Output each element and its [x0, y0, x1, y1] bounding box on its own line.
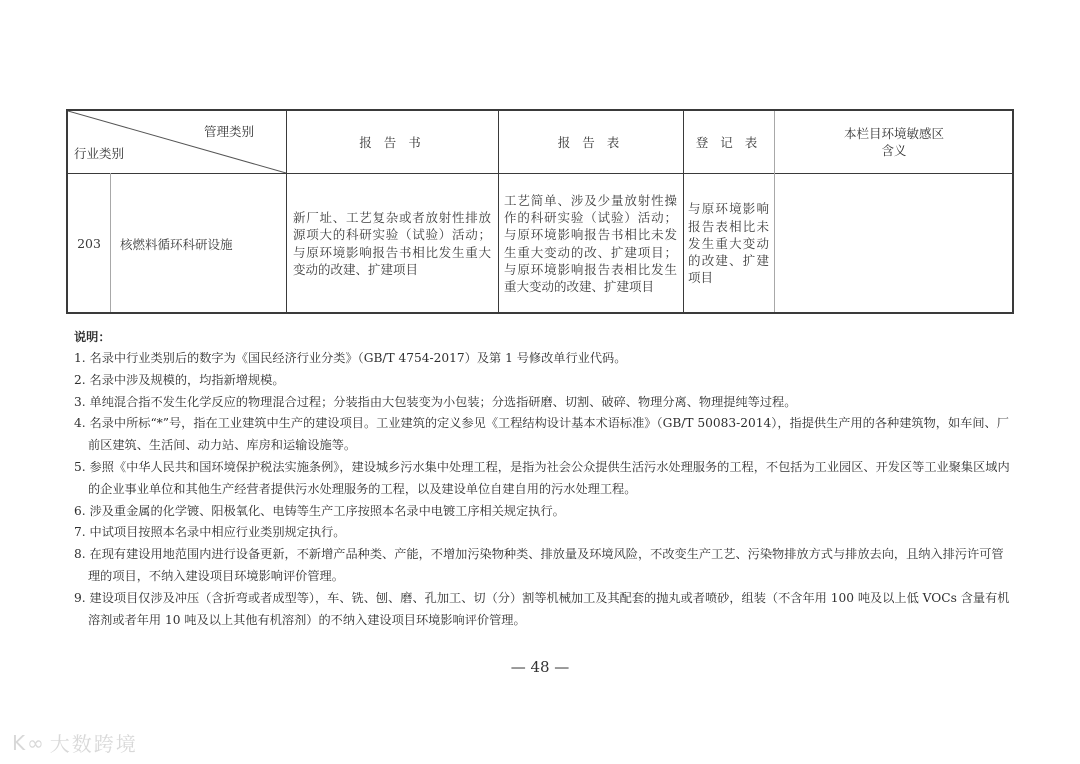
- header-report-book: 报 告 书: [359, 135, 425, 150]
- notes-section: [74, 326, 1014, 631]
- row-report-form: 工艺简单、涉及少量放射性操作的科研实验（试验）活动；与原环境影响报告书相比未发生重大变动的改、扩建项目；与原环境影响报告表相比发生重大变动的改建、扩建项目: [504, 192, 677, 294]
- note-item-9: 9. 建设项目仅涉及冲压（含折弯或者成型等），车、铣、刨、磨、孔加工、切（分）割等机械加工及其配套的抛丸或者喷砂，组装（不含年用 100 吨及以上低 VOCs 含量有机溶剂或者年用 10 吨及以上其他有机溶剂）的不纳入建设项目环境影响评价管理。: [74, 590, 1010, 627]
- note-item-8: 8. 在现有建设用地范围内进行设备更新，不新增产品种类、产能，不增加污染物种类、排放量及环境风险，不改变生产工艺、污染物排放方式与排放去向，且纳入排污许可管理的项目，不纳入建设项目环境影响评价管理。: [74, 547, 1004, 583]
- note-item-5: 5. 参照《中华人民共和国环境保护税法实施条例》，建设城乡污水集中处理工程，是指为社会公众提供生活污水处理服务的工程，不包括为工业园区、开发区等工业聚集区域内的企业事业单位和其他生产经营者提供污水处理服务的工程，以及建设单位自建自用的污水处理工程。: [74, 459, 1010, 496]
- header-sensitive-area: [774, 111, 1014, 173]
- header-sensitive-area-line1: 本栏目环境敏感区: [843, 126, 944, 141]
- row-register-form: 与原环境影响报告表相比未发生重大变动的改建、扩建项目: [688, 201, 769, 286]
- note-item-6: 6. 涉及重金属的化学镀、阳极氧化、电铸等生产工序按照本名录中电镀工序相关规定执行。: [74, 503, 565, 518]
- note-item-7: 7. 中试项目按照本名录中相应行业类别规定执行。: [74, 525, 346, 540]
- row-number: 203: [77, 236, 101, 251]
- catalog-table: [66, 109, 1014, 314]
- header-industry-category: 行业类别: [74, 145, 125, 161]
- row-report-book-cell: [286, 173, 498, 314]
- row-report-form-cell: [498, 173, 683, 314]
- header-management-category: 管理类别: [204, 123, 255, 139]
- note-item-4: 4. 名录中所标“*”号，指在工业建筑中生产的建设项目。工业建筑的定义参见《工程结构设计基本术语标准》（GB/T 50083-2014），指提供生产用的各种建筑物，如车间、厂前区建筑、生活间、动力站、库房和运输设施等。: [74, 416, 1009, 453]
- header-report-form: 报 告 表: [557, 135, 624, 150]
- watermark-text: 大数跨境: [49, 732, 138, 756]
- watermark: [12, 728, 138, 757]
- row-register-form-cell: [683, 173, 774, 314]
- note-item-1: 1. 名录中行业类别后的数字为《国民经济行业分类》（GB/T 4754-2017）及第 1 号修改单行业代码。: [74, 351, 627, 365]
- row-report-book: 新厂址、工艺复杂或者放射性排放源项大的科研实验（试验）活动；与原环境影响报告书相比发生重大变动的改建、扩建项目: [293, 210, 491, 277]
- header-register-form: 登 记 表: [695, 135, 762, 150]
- note-item-2: 2. 名录中涉及规模的，均指新增规模。: [74, 372, 285, 387]
- watermark-logo-icon: K∞: [12, 730, 46, 755]
- header-sensitive-area-line2: 含义: [881, 143, 907, 158]
- row-sensitive-area: [774, 173, 1014, 314]
- note-item-3: 3. 单纯混合指不发生化学反应的物理混合过程；分装指由大包装变为小包装；分选指研磨、切割、破碎、物理分离、物理提纯等过程。: [74, 394, 797, 409]
- notes-title: 说明：: [74, 330, 111, 344]
- row-industry: 核燃料循环科研设施: [120, 236, 233, 252]
- page-number: — 48 —: [510, 658, 570, 676]
